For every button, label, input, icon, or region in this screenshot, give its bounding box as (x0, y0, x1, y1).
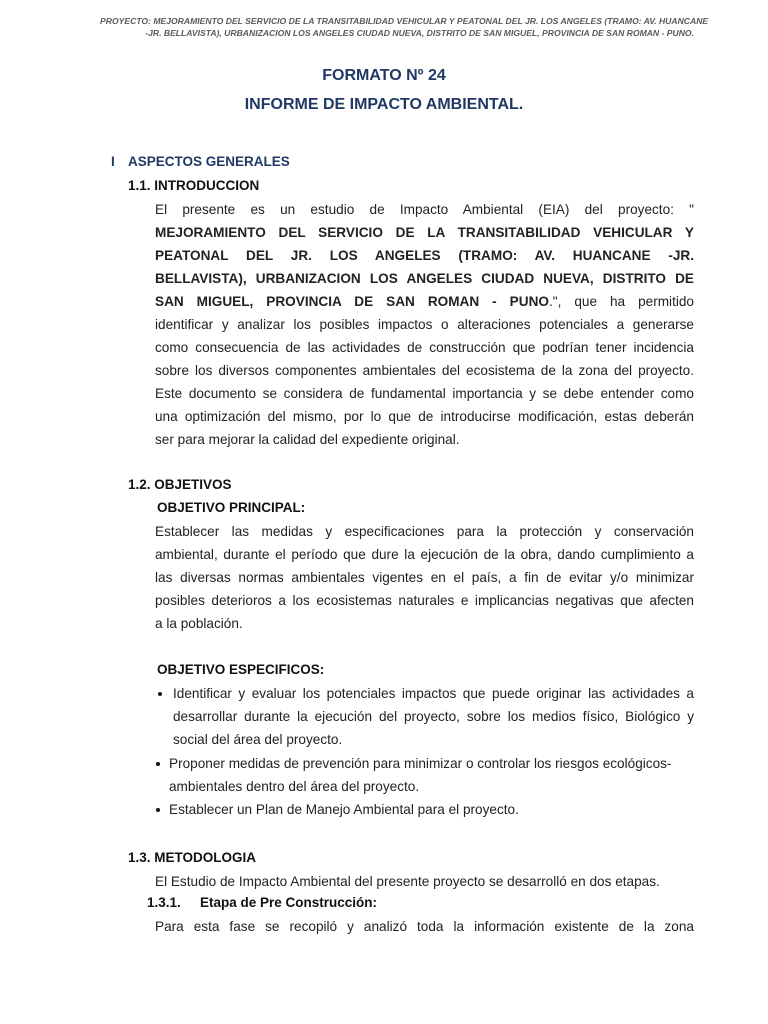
pre-construccion-line: Para esta fase se recopiló y analizó toda la información existente de la zona (155, 919, 694, 934)
metodologia-intro: El Estudio de Impacto Ambiental del presente proyecto se desarrolló en dos etapas. (155, 874, 660, 889)
bullet-3-line-1: Establecer un Plan de Manejo Ambiental para el proyecto. (169, 802, 519, 817)
section-1-number: I (111, 154, 115, 169)
heading-1-1: 1.1. INTRODUCCION (128, 178, 260, 193)
intro-line: PEATONAL DEL JR. LOS ANGELES (TRAMO: AV. HUANCANE -JR. (155, 248, 694, 263)
intro-line: El presente es un estudio de Impacto Ambiental (EIA) del proyecto: " (155, 202, 694, 217)
heading-1-3: 1.3. METODOLOGIA (128, 850, 257, 865)
heading-1-3-1-number: 1.3.1. (147, 895, 181, 910)
bullet-2-line-1: Proponer medidas de prevención para minimizar o controlar los riesgos ecológicos- (169, 756, 672, 771)
header-line-2: -JR. BELLAVISTA), URBANIZACION LOS ANGELES CIUDAD NUEVA, DISTRITO DE SAN MIGUEL, PROVINCIA DE SAN ROMAN - PUNO. (145, 28, 694, 38)
heading-1-3-1-title: Etapa de Pre Construcción: (200, 895, 378, 910)
intro-line: una optimización del mismo, por lo que de introducirse modificación, estas deberán (155, 409, 694, 424)
objective-line: posibles deterioros a los ecosistemas naturales e implicancias negativas que afecten (155, 593, 694, 608)
intro-line: MEJORAMIENTO DEL SERVICIO DE LA TRANSITABILIDAD VEHICULAR Y (155, 225, 694, 240)
intro-project-location: SAN MIGUEL, PROVINCIA DE SAN ROMAN - PUNO (155, 294, 549, 309)
bullet-2-line-2: ambientales dentro del área del proyecto. (169, 779, 420, 794)
intro-line: BELLAVISTA), URBANIZACION LOS ANGELES CIUDAD NUEVA, DISTRITO DE (155, 271, 694, 286)
intro-line: identificar y analizar los posibles impactos o alteraciones potenciales a generarse (155, 317, 694, 332)
bullet-1 (173, 682, 694, 751)
page-header-note (100, 15, 709, 39)
objective-line: Establecer las medidas y especificaciones para la protección y conservación (155, 524, 694, 539)
bullet-icon (156, 808, 160, 812)
bullet-line: Identificar y evaluar los potenciales impactos que puede originar las actividades a (173, 686, 694, 701)
intro-line: Este documento se considera de fundamental importancia y se debe entender como (155, 386, 694, 401)
intro-line: ser para mejorar la calidad del expediente original. (155, 432, 460, 447)
objetivo-especificos-heading: OBJETIVO ESPECIFICOS: (157, 662, 325, 677)
document-title: FORMATO Nº 24 (322, 67, 446, 84)
objective-line: las diversas normas ambientales vigentes en el país, a fin de evitar y/o minimizar (155, 570, 694, 585)
bullet-line: social del área del proyecto. (173, 732, 343, 747)
document-subtitle: INFORME DE IMPACTO AMBIENTAL. (244, 96, 524, 113)
introduccion-paragraph (155, 198, 694, 451)
section-1-title: ASPECTOS GENERALES (128, 154, 290, 169)
bullet-icon (158, 692, 162, 696)
bullet-icon (156, 762, 160, 766)
bullet-line: desarrollar durante la ejecución del proyecto, sobre los medios físico, Biológico y (173, 709, 694, 724)
intro-line (155, 290, 694, 313)
intro-line-rest: .", que ha permitido (548, 294, 694, 309)
objective-line: a la población. (155, 616, 243, 631)
pre-construccion-paragraph (155, 915, 694, 938)
objetivo-principal-heading: OBJETIVO PRINCIPAL: (157, 500, 306, 515)
objective-line: ambiental, durante el período que dure la ejecución de la obra, dando cumplimiento a (155, 547, 694, 562)
heading-1-2: 1.2. OBJETIVOS (128, 477, 232, 492)
header-line-1: PROYECTO: MEJORAMIENTO DEL SERVICIO DE LA TRANSITABILIDAD VEHICULAR Y PEATONAL DEL JR. LOS ANGELES (TRAMO: AV. HUANCANE (100, 16, 709, 26)
objetivo-principal-paragraph (155, 520, 694, 635)
intro-line: como consecuencia de las actividades de construcción que podrían tener incidencia (155, 340, 694, 355)
intro-line: sobre los diversos componentes ambientales del ecosistema de la zona del proyecto. (155, 363, 694, 378)
